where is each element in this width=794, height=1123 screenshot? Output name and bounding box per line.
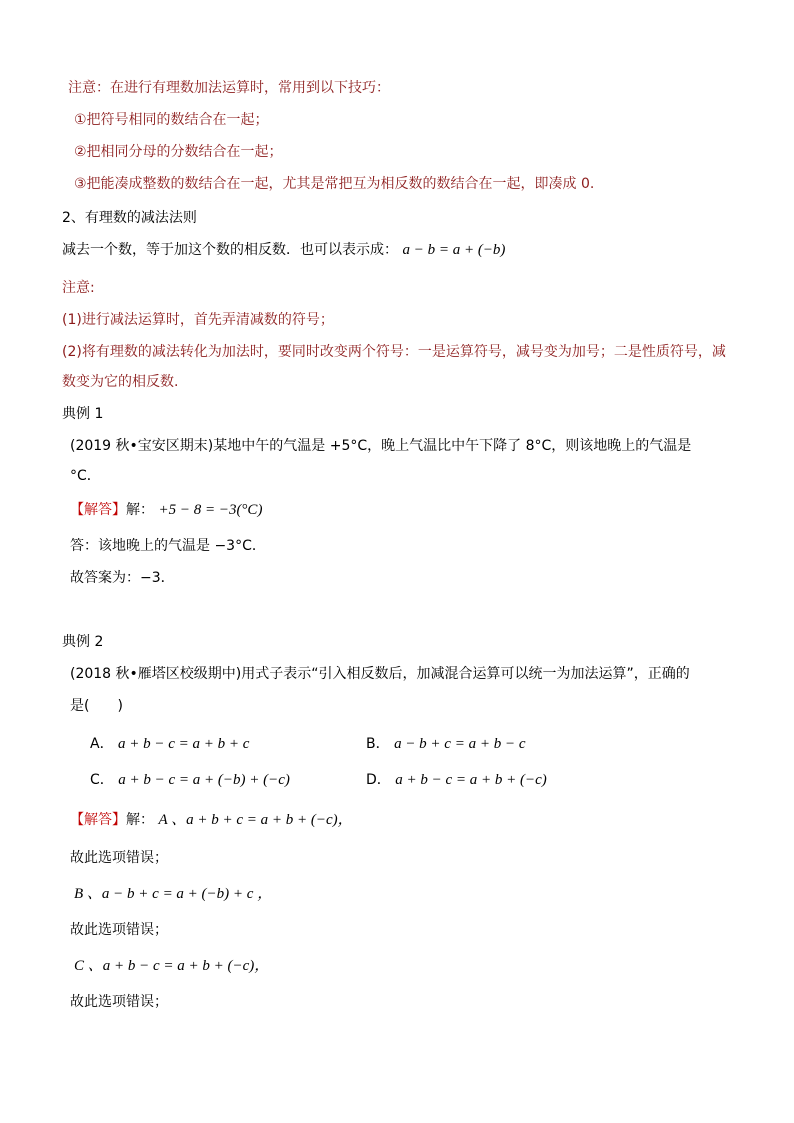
step-formula: C 、a + b − c = a + b + (−c)，: [74, 958, 270, 974]
answer-tag: 【解答】: [70, 502, 126, 518]
example-1-final: 故答案为：−3．: [70, 570, 175, 586]
answer-formula: +5 − 8 = −3(°C): [158, 502, 263, 518]
note-title: 注意：在进行有理数加法运算时，常用到以下技巧：: [68, 80, 390, 96]
note-label: 注意:: [62, 280, 95, 296]
answer-intro: 解：: [126, 502, 154, 518]
section-heading: 2、有理数的减法法则: [62, 210, 197, 226]
example-1-answer: [70, 500, 262, 520]
example-1-question-line-2: °C．: [70, 468, 101, 484]
option-formula: a + b − c = a + (−b) + (−c): [118, 772, 290, 788]
option-letter: B．: [366, 736, 390, 752]
option-a: [90, 734, 249, 754]
note-item-3: ③把能凑成整数的数结合在一起，尤其是常把互为相反数的数结合在一起，即凑成 0.: [74, 176, 595, 192]
step-conclusion: 故此选项错误；: [70, 922, 168, 938]
option-letter: C．: [90, 772, 114, 788]
rule-formula: a − b = a + (−b): [402, 242, 506, 258]
example-1-question-line-1: (2019 秋•宝安区期末)某地中午的气温是 +5°C，晚上气温比中午下降了 8°C，则该地晚上的气温是: [70, 438, 692, 454]
option-b: [366, 734, 526, 754]
option-letter: D．: [366, 772, 391, 788]
step-formula: B 、a − b + c = a + (−b) + c ，: [74, 886, 273, 902]
answer-tag: 【解答】: [70, 812, 126, 828]
rule-note-2: (2)将有理数的减法转化为加法时，要同时改变两个符号：一是运算符号，减号变为加号；二是性质符号，减: [62, 344, 726, 360]
answer-intro: 解：: [126, 812, 154, 828]
option-formula: a − b + c = a + b − c: [394, 736, 526, 752]
step-formula: A 、a + b + c = a + b + (−c)，: [158, 812, 353, 828]
example-2-question-line-1: (2018 秋•雁塔区校级期中)用式子表示“引入相反数后，加减混合运算可以统一为加法运算”，正确的: [70, 666, 690, 682]
example-2-label: 典例 2: [62, 634, 104, 650]
option-formula: a + b − c = a + b + (−c): [395, 772, 547, 788]
note-item-1: ①把符号相同的数结合在一起；: [74, 112, 269, 128]
example-2-question-line-2: 是( ): [70, 698, 123, 714]
example-2-answer: [70, 810, 353, 830]
step-conclusion: 故此选项错误；: [70, 850, 168, 866]
example-1-label: 典例 1: [62, 406, 104, 422]
step-conclusion: 故此选项错误；: [70, 994, 168, 1010]
option-formula: a + b − c = a + b + c: [118, 736, 250, 752]
rule-line: [62, 240, 505, 260]
rule-note-3: 数变为它的相反数.: [62, 374, 179, 390]
option-c: [90, 770, 290, 790]
option-letter: A．: [90, 736, 114, 752]
example-1-reply: 答：该地晚上的气温是 −3°C．: [70, 538, 266, 554]
rule-text: 减去一个数，等于加这个数的相反数．也可以表示成：: [62, 242, 398, 258]
rule-note-1: (1)进行减法运算时，首先弄清减数的符号；: [62, 312, 334, 328]
option-d: [366, 770, 547, 790]
note-item-2: ②把相同分母的分数结合在一起；: [74, 144, 283, 160]
